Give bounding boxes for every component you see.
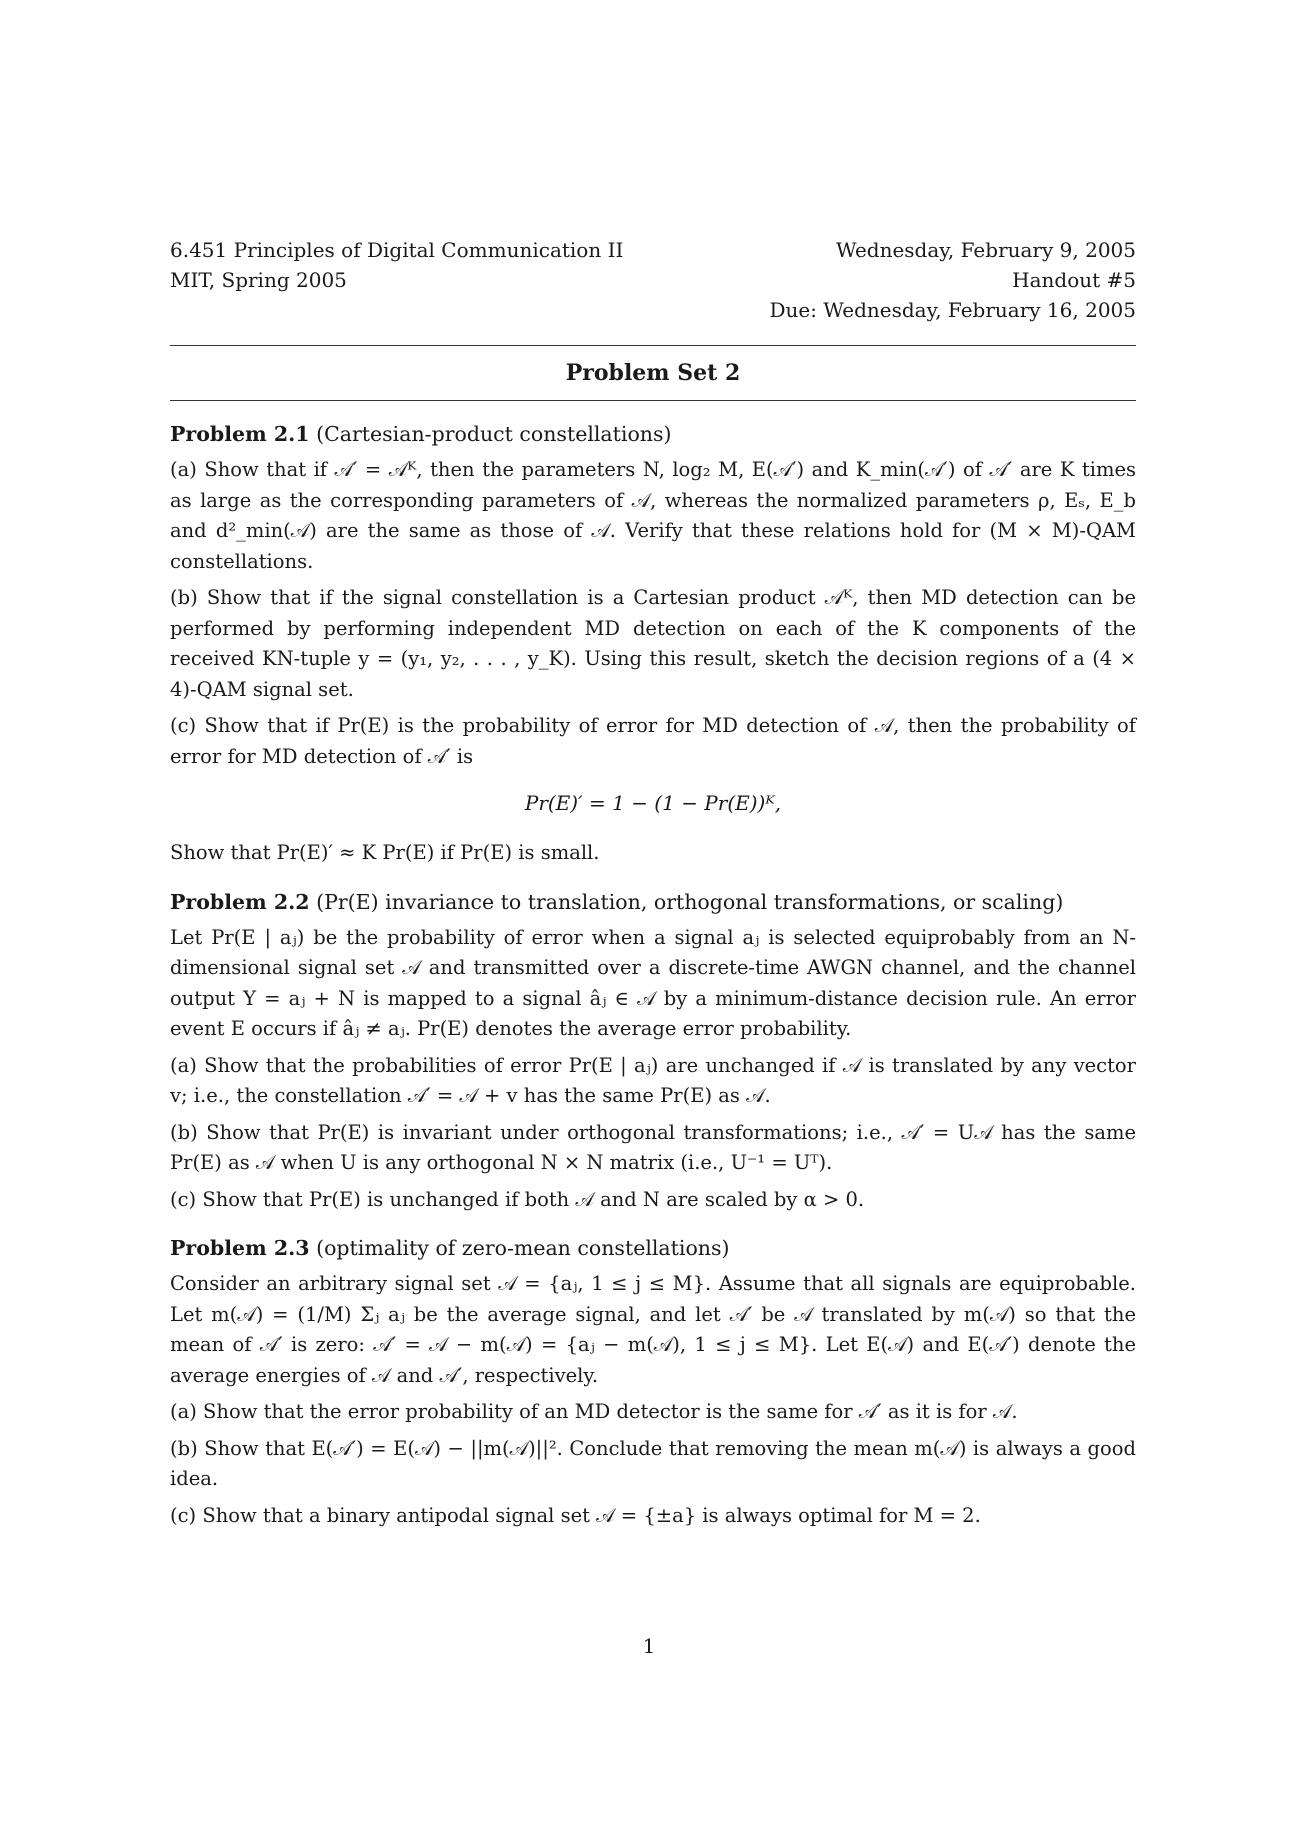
problem-part-b: (b) Show that if the signal constellation is a Cartesian product 𝒜ᴷ, then MD detection can be performed by performing independent MD detection on each of the K components of the received KN-tuple y = (y₁, y₂, . . . , y_K). Using this result, sketch the decision regions of a (4 × 4)-QAM signal set.	[170, 586, 1136, 701]
problem-part-b: (b) Show that E(𝒜′) = E(𝒜) − ||m(𝒜)||². Conclude that removing the mean m(𝒜) is always a good idea.	[170, 1436, 1136, 1490]
problem-subtitle: (Pr(E) invariance to translation, orthogonal transformations, or scaling)	[316, 889, 1064, 914]
top-rule	[170, 345, 1136, 346]
problem-heading	[170, 419, 1136, 449]
problem-part-c: (c) Show that if Pr(E) is the probability of error for MD detection of 𝒜, then the probability of error for MD detection of 𝒜′ is	[170, 714, 1136, 768]
problem-label: Problem 2.2	[170, 889, 310, 914]
handout-date: Wednesday, February 9, 2005	[836, 238, 1136, 262]
problem-set-title: Problem Set 2	[565, 360, 741, 386]
problem-heading	[170, 1233, 1136, 1263]
problem-subtitle: (optimality of zero-mean constellations)	[316, 1236, 730, 1260]
problem-heading	[170, 887, 1136, 917]
problem-intro: Let Pr(E | aⱼ) be the probability of error when a signal aⱼ is selected equiprobably from an N-dimensional signal set 𝒜 and transmitted over a discrete-time AWGN channel, and the channel output Y = aⱼ + N is mapped to a signal âⱼ ∈ 𝒜 by a minimum-distance decision rule. An error event E occurs if âⱼ ≠ aⱼ. Pr(E) denotes the average error probability.	[170, 925, 1136, 1040]
handout-number: Handout #5	[1012, 268, 1136, 292]
problem-part-a: (a) Show that the probabilities of error Pr(E | aⱼ) are unchanged if 𝒜 is translated by any vector v; i.e., the constellation 𝒜′ = 𝒜 + v has the same Pr(E) as 𝒜.	[170, 1053, 1136, 1107]
problem-subtitle: (Cartesian-product constellations)	[316, 422, 672, 446]
problem-part-a: (a) Show that the error probability of an MD detector is the same for 𝒜′ as it is for 𝒜.	[170, 1400, 1018, 1423]
error-probability-equation: Pr(E)′ = 1 − (1 − Pr(E))ᴷ,	[524, 791, 782, 815]
course-title: 6.451 Principles of Digital Communication II	[170, 238, 624, 262]
problem-part-a: (a) Show that if 𝒜′ = 𝒜ᴷ, then the parameters N, log₂ M, E(𝒜′) and K_min(𝒜′) of 𝒜′ are K times as large as the corresponding parameters of 𝒜, whereas the normalized parameters ρ, Eₛ, E_b and d²_min(𝒜) are the same as those of 𝒜. Verify that these relations hold for (M × M)-QAM constellations.	[170, 458, 1136, 573]
handout-info	[769, 235, 1136, 325]
course-term: MIT, Spring 2005	[170, 268, 347, 292]
handout-header	[170, 235, 1136, 325]
problem-2-3	[170, 1233, 1136, 1531]
problem-part-c: (c) Show that a binary antipodal signal set 𝒜 = {±a} is always optimal for M = 2.	[170, 1503, 981, 1527]
bottom-rule	[170, 400, 1136, 401]
page-content	[170, 235, 1136, 1531]
problem-part-b: (b) Show that Pr(E) is invariant under orthogonal transformations; i.e., 𝒜′ = U𝒜 has the same Pr(E) as 𝒜 when U is any orthogonal N × N matrix (i.e., U⁻¹ = Uᵀ).	[170, 1120, 1136, 1174]
page-number: 1	[642, 1634, 656, 1658]
problem-label: Problem 2.1	[170, 422, 310, 446]
problem-intro: Consider an arbitrary signal set 𝒜 = {aⱼ, 1 ≤ j ≤ M}. Assume that all signals are equiprobable. Let m(𝒜) = (1/M) Σⱼ aⱼ be the average signal, and let 𝒜′ be 𝒜 translated by m(𝒜) so that the mean of 𝒜′ is zero: 𝒜′ = 𝒜 − m(𝒜) = {aⱼ − m(𝒜), 1 ≤ j ≤ M}. Let E(𝒜) and E(𝒜′) denote the average energies of 𝒜 and 𝒜′, respectively.	[170, 1272, 1136, 1387]
problem-followup: Show that Pr(E)′ ≈ K Pr(E) if Pr(E) is small.	[170, 841, 600, 864]
problem-2-2	[170, 887, 1136, 1216]
course-info	[170, 235, 623, 325]
due-date: Due: Wednesday, February 16, 2005	[769, 298, 1136, 322]
problem-label: Problem 2.3	[170, 1236, 310, 1260]
problem-2-1	[170, 419, 1136, 869]
problem-part-c: (c) Show that Pr(E) is unchanged if both 𝒜 and N are scaled by α > 0.	[170, 1187, 865, 1211]
